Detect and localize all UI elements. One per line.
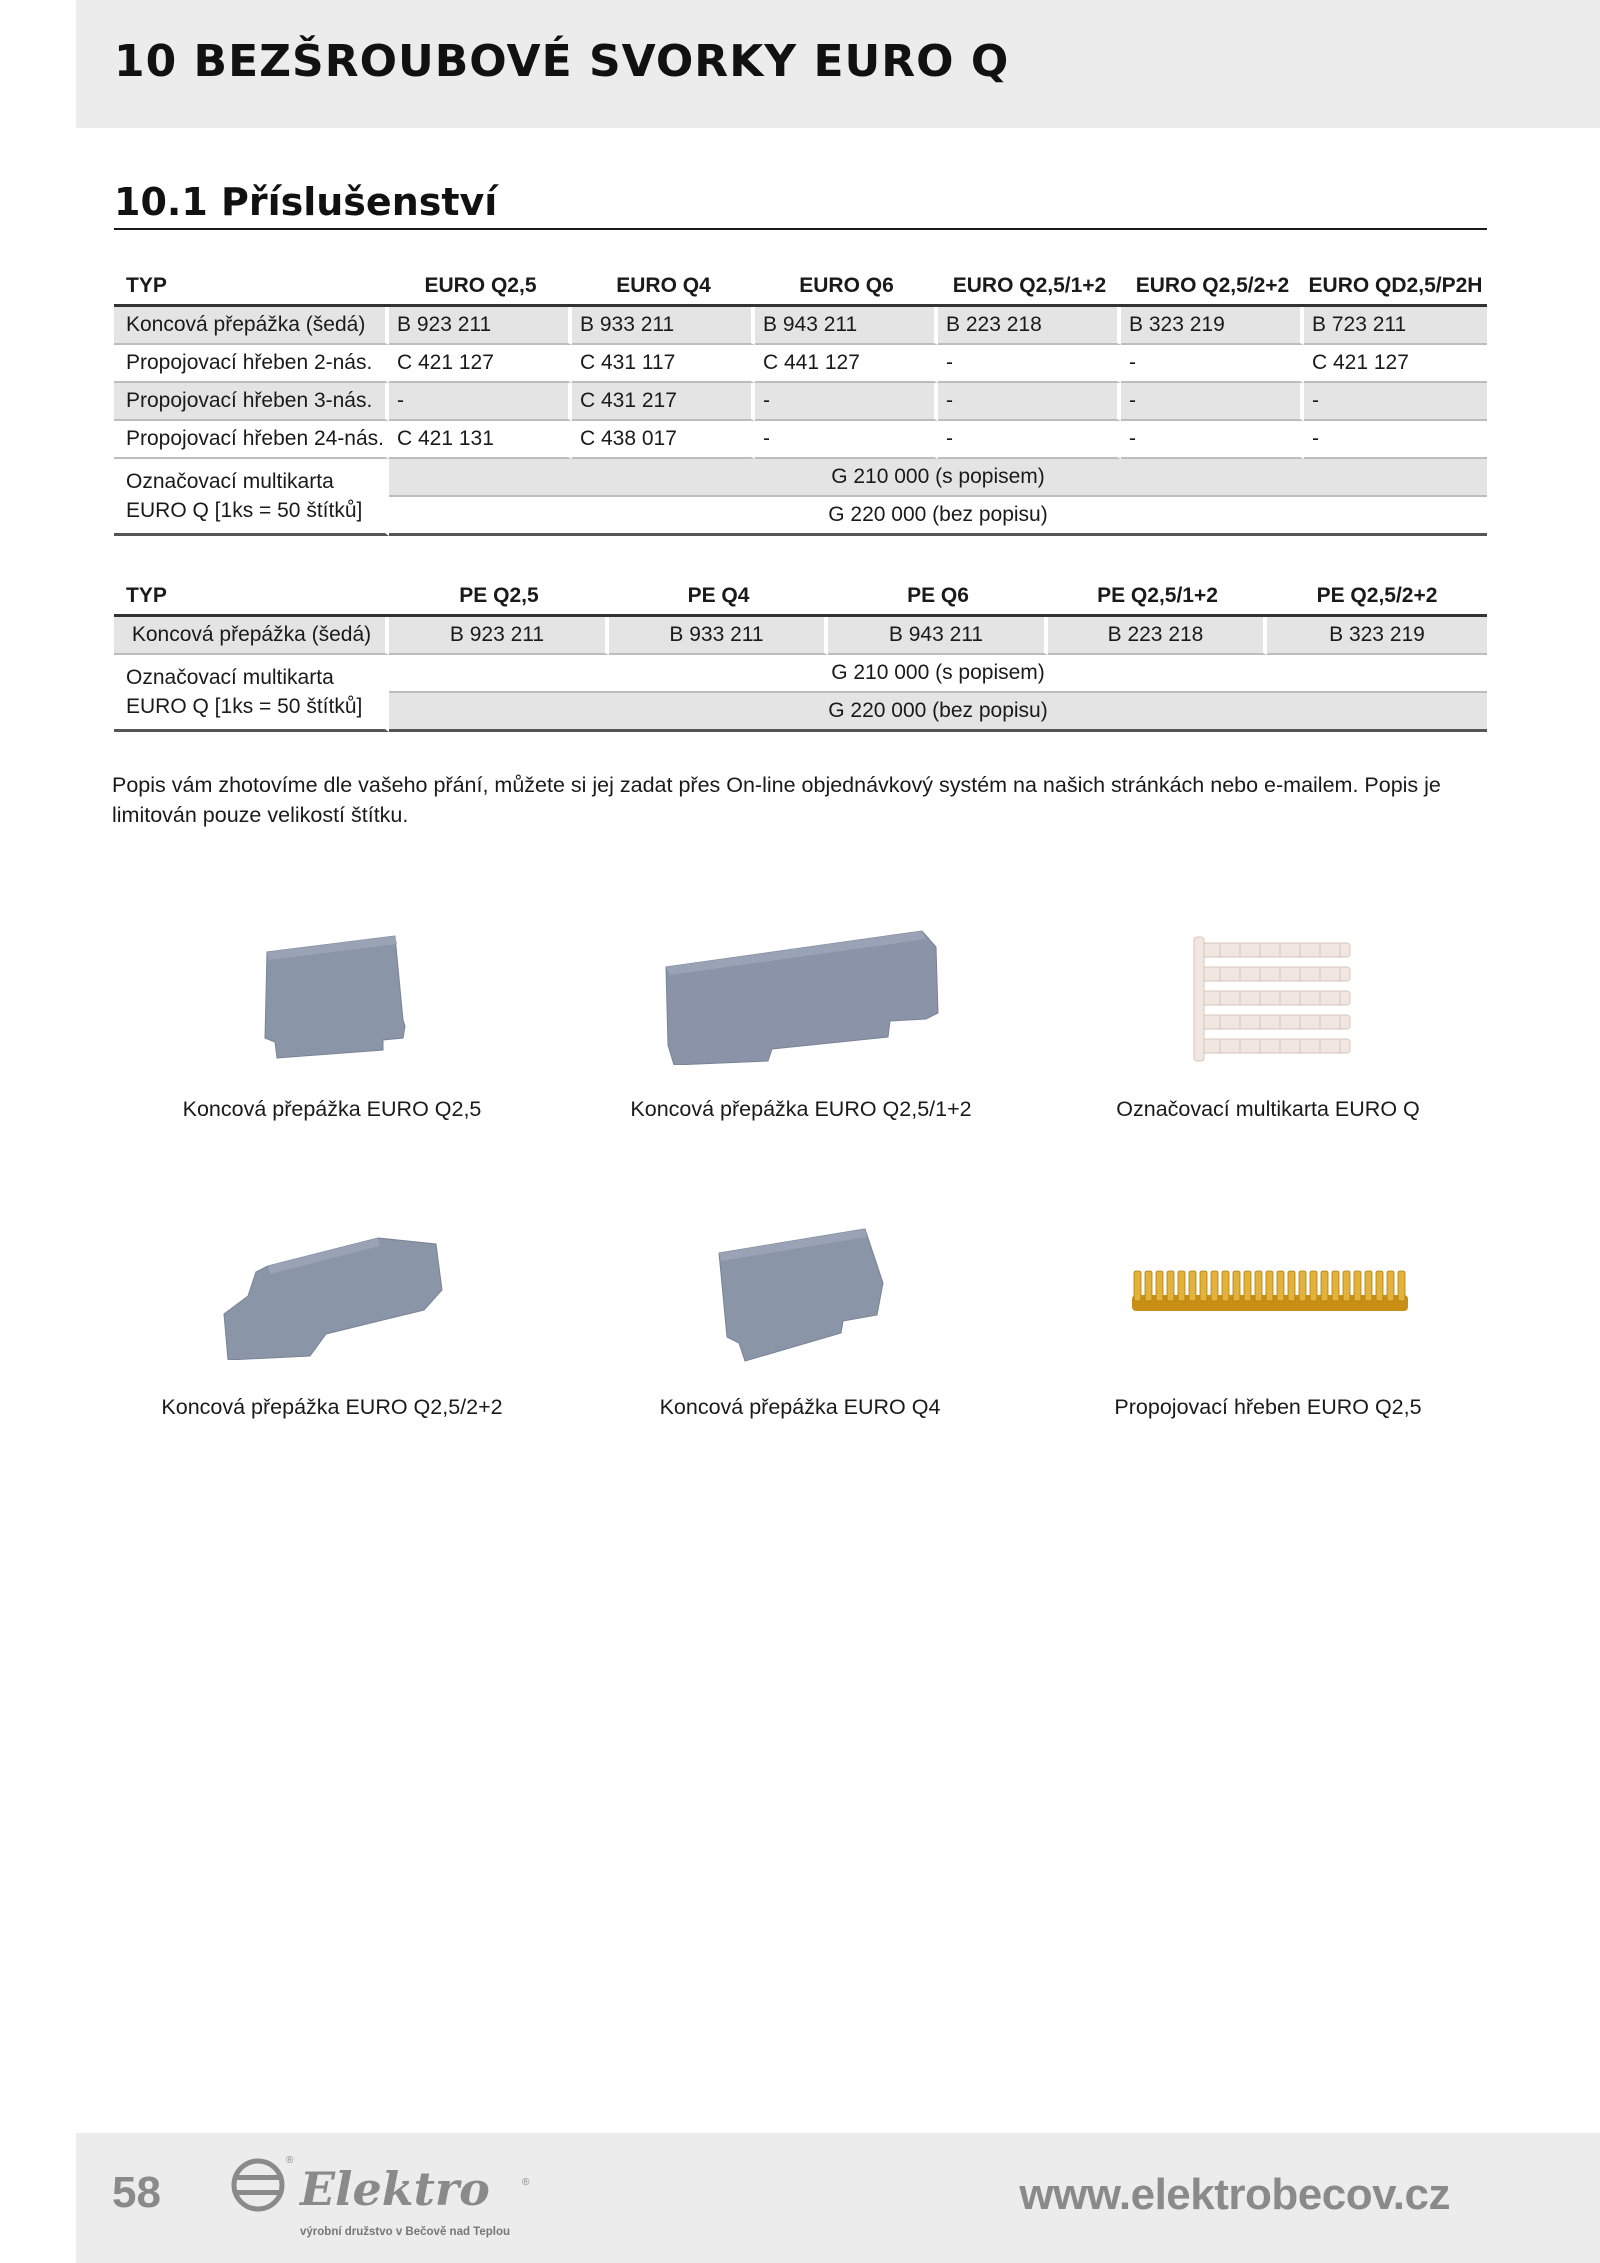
table-cell: B 943 211 — [828, 617, 1048, 655]
column-header: PE Q2,5/1+2 — [1048, 578, 1267, 617]
row-label: Propojovací hřeben 24-nás. — [114, 421, 389, 459]
description-note: Popis vám zhotovíme dle vašeho přání, můžete si jej zadat přes On-line objednávkový systém na našich stránkách nebo e-mailem. Popis je limitován pouze velikostí štítku. — [112, 773, 1441, 827]
row-label: Koncová přepážka (šedá) — [114, 617, 389, 655]
table-cell: C 421 131 — [389, 421, 572, 459]
column-header: PE Q2,5/2+2 — [1267, 578, 1487, 617]
end-plate-euro-q2-5-2-2-image — [218, 1230, 448, 1360]
table-cell: - — [938, 383, 1121, 421]
table-cell: - — [389, 383, 572, 421]
column-header: PE Q4 — [609, 578, 828, 617]
table-row — [114, 655, 1487, 693]
end-plate-euro-q4-image — [715, 1225, 890, 1365]
product-caption: Koncová přepážka EURO Q4 — [659, 1395, 941, 1419]
table-cell: B 923 211 — [389, 307, 572, 345]
multikarta-value-described: G 210 000 (s popisem) — [389, 655, 1487, 693]
accessories-table-pe — [114, 578, 1487, 732]
column-header: PE Q6 — [828, 578, 1048, 617]
website-url[interactable]: www.elektrobecov.cz — [1019, 2170, 1450, 2219]
column-header: EURO QD2,5/P2H — [1304, 268, 1487, 307]
svg-text:®: ® — [522, 2177, 530, 2188]
column-header: EURO Q2,5 — [389, 268, 572, 307]
section-title: 10.1 Příslušenství — [114, 180, 498, 224]
end-plate-euro-q2-5-image — [255, 930, 415, 1065]
table-row — [114, 421, 1487, 459]
table-row — [114, 383, 1487, 421]
table-cell: B 923 211 — [389, 617, 609, 655]
table-cell: B 933 211 — [572, 307, 755, 345]
table-row — [114, 345, 1487, 383]
product-caption: Propojovací hřeben EURO Q2,5 — [1114, 1395, 1422, 1419]
row-label: Koncová přepážka (šedá) — [114, 307, 389, 345]
table-header-row — [114, 268, 1487, 307]
chapter-title: 10 BEZŠROUBOVÉ SVORKY EURO Q — [114, 36, 1010, 87]
svg-text:®: ® — [286, 2155, 294, 2166]
multikarta-value-blank: G 220 000 (bez popisu) — [389, 497, 1487, 536]
table-cell: C 441 127 — [755, 345, 938, 383]
jumper-comb-image — [1130, 1265, 1410, 1320]
table-row — [114, 617, 1487, 655]
row-label: Propojovací hřeben 2-nás. — [114, 345, 389, 383]
table-cell: B 223 218 — [938, 307, 1121, 345]
table-cell: - — [1121, 345, 1304, 383]
section-divider — [114, 228, 1487, 230]
table-cell: B 943 211 — [755, 307, 938, 345]
table-row — [114, 459, 1487, 497]
table-cell: C 431 117 — [572, 345, 755, 383]
product-caption: Koncová přepážka EURO Q2,5/2+2 — [161, 1395, 503, 1419]
multikarta-label-line2: EURO Q [1ks = 50 štítků] — [126, 695, 363, 718]
table-cell: - — [755, 421, 938, 459]
table-cell: B 723 211 — [1304, 307, 1487, 345]
column-header: EURO Q4 — [572, 268, 755, 307]
table-cell: - — [1121, 383, 1304, 421]
multikarta-label-line2: EURO Q [1ks = 50 štítků] — [126, 499, 363, 522]
table-cell: - — [755, 383, 938, 421]
table-cell: B 323 219 — [1267, 617, 1487, 655]
table-cell: - — [1304, 383, 1487, 421]
table-cell: C 421 127 — [389, 345, 572, 383]
accessories-table-euro — [114, 268, 1487, 536]
table-cell: B 223 218 — [1048, 617, 1267, 655]
table-cell: B 323 219 — [1121, 307, 1304, 345]
multikarta-value-blank: G 220 000 (bez popisu) — [389, 693, 1487, 732]
multikarta-label-line1: Označovací multikarta — [126, 666, 334, 689]
elektro-logo — [226, 2155, 546, 2225]
table-cell: C 431 217 — [572, 383, 755, 421]
table-row — [114, 307, 1487, 345]
table-cell: - — [938, 421, 1121, 459]
logo-wordmark: Elektro — [300, 2162, 490, 2216]
column-header: EURO Q2,5/1+2 — [938, 268, 1121, 307]
table-cell: C 438 017 — [572, 421, 755, 459]
table-cell: - — [1121, 421, 1304, 459]
marking-multicard-image — [1190, 935, 1360, 1065]
row-label-multikarta — [114, 459, 389, 536]
column-header: PE Q2,5 — [389, 578, 609, 617]
multikarta-label-line1: Označovací multikarta — [126, 470, 334, 493]
table-cell: - — [1304, 421, 1487, 459]
row-label-multikarta — [114, 655, 389, 732]
column-header: TYP — [114, 268, 389, 307]
product-caption: Koncová přepážka EURO Q2,5/1+2 — [630, 1097, 972, 1121]
row-label: Propojovací hřeben 3-nás. — [114, 383, 389, 421]
table-header-row — [114, 578, 1487, 617]
page-number: 58 — [112, 2168, 161, 2217]
table-cell: - — [938, 345, 1121, 383]
column-header: EURO Q2,5/2+2 — [1121, 268, 1304, 307]
column-header: EURO Q6 — [755, 268, 938, 307]
multikarta-value-described: G 210 000 (s popisem) — [389, 459, 1487, 497]
column-header: TYP — [114, 578, 389, 617]
product-caption: Koncová přepážka EURO Q2,5 — [182, 1097, 482, 1121]
table-cell: C 421 127 — [1304, 345, 1487, 383]
product-caption: Označovací multikarta EURO Q — [1116, 1097, 1420, 1121]
table-cell: B 933 211 — [609, 617, 828, 655]
end-plate-euro-q2-5-1-2-image — [660, 925, 940, 1065]
logo-tagline: výrobní družstvo v Bečově nad Teplou — [300, 2226, 511, 2238]
